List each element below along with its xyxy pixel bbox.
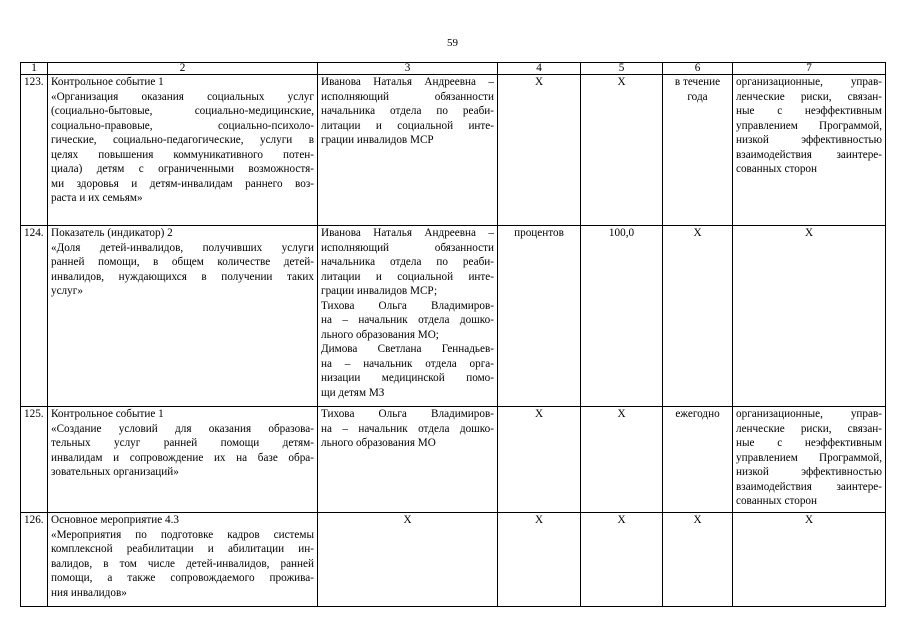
event-description-line: целях повышения коммуникативного потен- bbox=[51, 148, 314, 161]
term-line: в течение bbox=[674, 76, 721, 88]
risk-line: ленческие риски, связан- bbox=[736, 90, 882, 103]
risk-line: сованных сторон bbox=[736, 495, 818, 507]
responsible-line: Иванова Наталья Андреевна – bbox=[321, 76, 494, 88]
responsible-line: щи детям МЗ bbox=[321, 386, 385, 399]
responsible-line: на – начальник отдела дошко- bbox=[321, 422, 494, 435]
risk-line: управлением Программой, bbox=[736, 119, 882, 132]
unit-cell: X bbox=[498, 75, 581, 226]
table-row bbox=[21, 75, 886, 226]
value-cell: X bbox=[581, 75, 663, 226]
event-description-line: социально-правовые, социально-психоло- bbox=[51, 119, 314, 132]
responsible-line: грации инвалидов МСР; bbox=[321, 285, 438, 297]
table-row bbox=[21, 226, 886, 407]
responsible-cell bbox=[318, 513, 498, 607]
risk-line: взаимодействия заинтере- bbox=[736, 148, 882, 161]
event-description-line: «Организация оказания социальных услуг bbox=[51, 90, 314, 103]
responsible-line: низации медицинской помо- bbox=[321, 372, 494, 384]
responsible-cell bbox=[318, 407, 498, 513]
header-cell: 7 bbox=[733, 63, 886, 75]
event-description-line: тельных услуг ранней помощи детям- bbox=[51, 437, 314, 449]
responsible-line: литации и социальной инте- bbox=[321, 270, 494, 283]
event-description-line: ми здоровья и детям-инвалидам раннего воз- bbox=[51, 177, 314, 190]
event-description-cell bbox=[48, 75, 318, 226]
header-cell: 4 bbox=[498, 63, 581, 75]
event-title: Контрольное событие 1 bbox=[51, 408, 164, 420]
unit-cell: X bbox=[498, 407, 581, 513]
risks-cell bbox=[733, 407, 886, 513]
event-description-line: «Доля детей-инвалидов, получивших услуги bbox=[51, 241, 314, 254]
row-number: 126. bbox=[21, 513, 48, 607]
header-row bbox=[21, 63, 886, 75]
responsible-line: грации инвалидов МСР bbox=[321, 134, 434, 146]
event-description-line: комплексной реабилитации и абилитации ин- bbox=[51, 543, 314, 555]
term-line: X bbox=[693, 227, 702, 239]
term-line: X bbox=[693, 514, 702, 526]
header-cell: 5 bbox=[581, 63, 663, 75]
responsible-line: Димова Светлана Геннадьев- bbox=[321, 343, 494, 355]
event-description-line: инвалидов, нуждающихся в получении таких bbox=[51, 270, 314, 283]
value-cell: X bbox=[581, 513, 663, 607]
responsible-line: начальника отдела по реаби- bbox=[321, 105, 494, 117]
risk-line: низкой эффективностью bbox=[736, 466, 882, 478]
responsible-cell bbox=[318, 75, 498, 226]
risk-line: ные с неэффективным bbox=[736, 437, 882, 449]
event-description-cell bbox=[48, 513, 318, 607]
term-line: года bbox=[687, 90, 708, 103]
event-description-line: зовательных организаций» bbox=[51, 466, 179, 478]
risk-line: управлением Программой, bbox=[736, 451, 882, 464]
responsible-line: льного образования МО; bbox=[321, 328, 439, 341]
table-row bbox=[21, 513, 886, 607]
header-cell: 3 bbox=[318, 63, 498, 75]
event-title: Контрольное событие 1 bbox=[51, 76, 164, 88]
row-number: 125. bbox=[21, 407, 48, 513]
event-description-line: услуг» bbox=[51, 285, 83, 297]
header-cell: 6 bbox=[663, 63, 733, 75]
unit-cell: процентов bbox=[498, 226, 581, 407]
responsible-line: X bbox=[403, 514, 412, 526]
value-cell: X bbox=[581, 407, 663, 513]
event-description-line: гические, социально-педагогические, услуги в bbox=[51, 134, 314, 146]
risk-line: X bbox=[804, 227, 814, 239]
value-cell: 100,0 bbox=[581, 226, 663, 407]
risks-cell bbox=[733, 226, 886, 407]
unit-cell: X bbox=[498, 513, 581, 607]
risk-line: организационные, управ- bbox=[736, 408, 882, 420]
row-number: 124. bbox=[21, 226, 48, 407]
event-title: Основное мероприятие 4.3 bbox=[51, 514, 179, 526]
responsible-line: начальника отдела по реаби- bbox=[321, 256, 494, 268]
risks-cell bbox=[733, 513, 886, 607]
row-number: 123. bbox=[21, 75, 48, 226]
page-number: 59 bbox=[447, 37, 458, 49]
risk-line: взаимодействия заинтере- bbox=[736, 480, 882, 493]
event-description-line: (социально-бытовые, социально-медицинские, bbox=[51, 105, 314, 117]
event-description-cell bbox=[48, 407, 318, 513]
responsible-line: Тихова Ольга Владимиров- bbox=[321, 299, 494, 312]
risk-line: сованных сторон bbox=[736, 163, 818, 175]
event-title: Показатель (индикатор) 2 bbox=[51, 227, 173, 239]
responsible-line: Тихова Ольга Владимиров- bbox=[321, 408, 494, 420]
event-description-line: валидов, в том числе детей-инвалидов, ранней bbox=[51, 557, 314, 570]
event-description-line: «Создание условий для оказания образова- bbox=[51, 422, 314, 435]
responsible-line: Иванова Наталья Андреевна – bbox=[321, 227, 494, 239]
event-description-line: ранней помощи, в общем количестве детей- bbox=[51, 256, 314, 268]
term-cell bbox=[663, 226, 733, 407]
risks-cell bbox=[733, 75, 886, 226]
responsible-line: исполняющий обязанности bbox=[321, 241, 494, 254]
responsible-line: литации и социальной инте- bbox=[321, 119, 494, 132]
responsible-line: льного образования МО bbox=[321, 437, 436, 449]
event-description-cell bbox=[48, 226, 318, 407]
event-description-line: раста и их семьям» bbox=[51, 192, 143, 204]
responsible-line: исполняющий обязанности bbox=[321, 90, 494, 103]
responsible-line: на – начальник отдела дошко- bbox=[321, 314, 494, 326]
header-cell: 1 bbox=[21, 63, 48, 75]
term-cell bbox=[663, 513, 733, 607]
term-cell bbox=[663, 407, 733, 513]
table-row bbox=[21, 407, 886, 513]
responsible-cell bbox=[318, 226, 498, 407]
event-description-line: циала) детям с ограниченными возможностя- bbox=[51, 163, 314, 175]
responsible-line: на – начальник отдела орга- bbox=[321, 357, 494, 370]
term-cell bbox=[663, 75, 733, 226]
event-description-line: инвалидам и сопровождение их на базе обра- bbox=[51, 451, 314, 464]
header-cell: 2 bbox=[48, 63, 318, 75]
term-line: ежегодно bbox=[675, 408, 720, 420]
event-description-line: ния инвалидов» bbox=[51, 586, 127, 599]
event-description-line: помощи, а также сопровождаемого прожива- bbox=[51, 572, 314, 584]
risk-line: ные с неэффективным bbox=[736, 105, 882, 117]
program-table bbox=[20, 62, 886, 607]
event-description-line: «Мероприятия по подготовке кадров системы bbox=[51, 528, 314, 541]
risk-line: X bbox=[804, 514, 814, 526]
risk-line: ленческие риски, связан- bbox=[736, 422, 882, 435]
risk-line: низкой эффективностью bbox=[736, 134, 882, 146]
risk-line: организационные, управ- bbox=[736, 76, 882, 88]
